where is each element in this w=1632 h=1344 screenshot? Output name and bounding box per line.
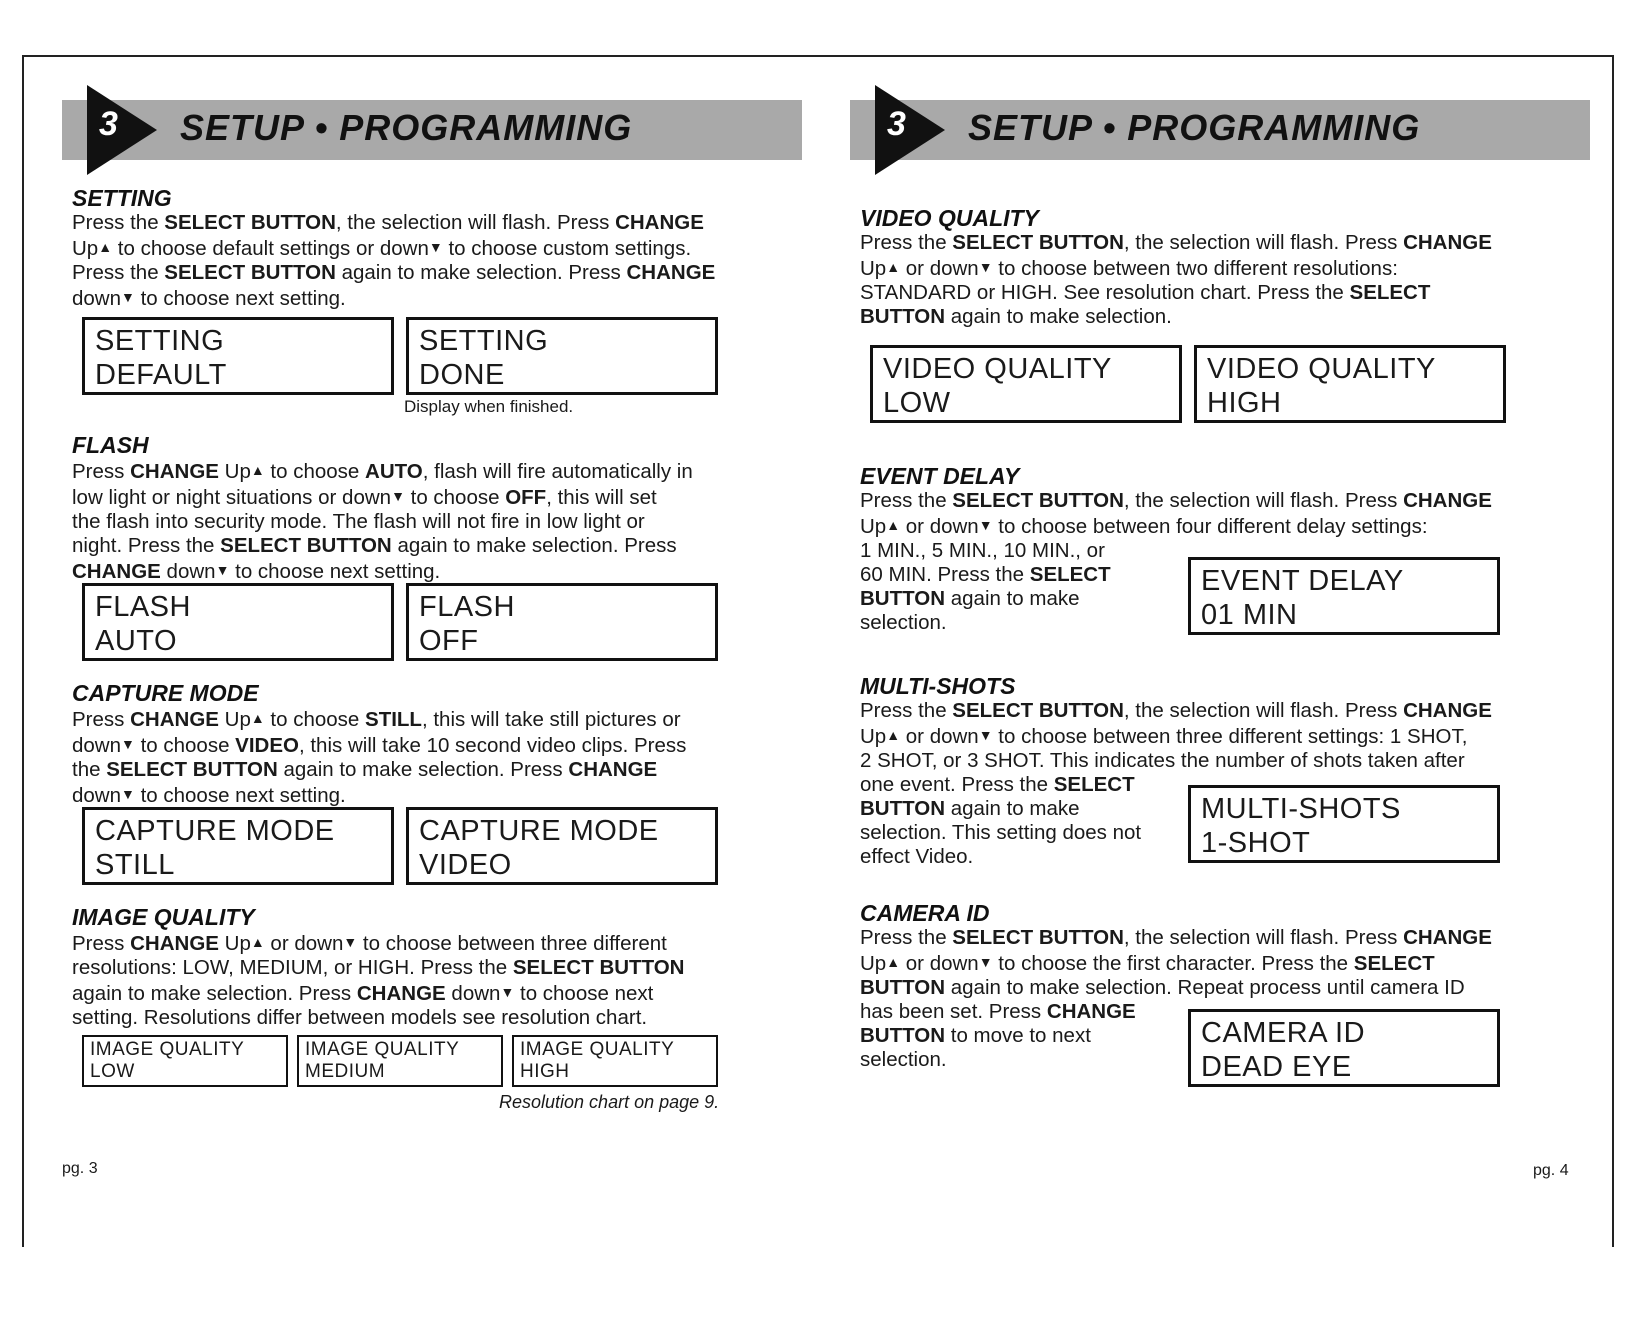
- paragraph-line: STANDARD or HIGH. See resolution chart. Press the SELECT: [860, 281, 1431, 304]
- lcd-display-camera-id: CAMERA ID DEAD EYE: [1188, 1009, 1500, 1087]
- lcd-display-setting-done: SETTING DONE: [406, 317, 718, 395]
- paragraph-line: selection. This setting does not: [860, 821, 1142, 844]
- paragraph-line: BUTTON to move to next: [860, 1024, 1091, 1047]
- page-3: [62, 85, 802, 1177]
- paragraph-line: Up▲ to choose default settings or down▼ to choose custom settings.: [72, 237, 692, 260]
- paragraph-line: Up▲ or down▼ to choose the first character. Press the SELECT: [860, 952, 1435, 975]
- arrow-icon: [87, 85, 157, 175]
- up-triangle-icon: ▲: [250, 934, 265, 950]
- lcd-display-video-low: VIDEO QUALITY LOW: [870, 345, 1182, 423]
- paragraph-line: Press the SELECT BUTTON, the selection will flash. Press CHANGE: [860, 699, 1492, 722]
- paragraph-line: 60 MIN. Press the SELECT: [860, 563, 1111, 586]
- setting-section: [72, 185, 792, 311]
- paragraph-line: night. Press the SELECT BUTTON again to make selection. Press: [72, 534, 677, 557]
- up-triangle-icon: ▲: [886, 259, 901, 275]
- paragraph-line: down▼ to choose next setting.: [72, 784, 346, 807]
- section-header: [62, 85, 802, 185]
- paragraph-line: BUTTON again to make: [860, 797, 1080, 820]
- down-triangle-icon: ▼: [978, 517, 993, 533]
- up-triangle-icon: ▲: [886, 727, 901, 743]
- chapter-title: SETUP • PROGRAMMING: [968, 107, 1421, 148]
- paragraph-line: Press CHANGE Up▲ or down▼ to choose between three different: [72, 932, 667, 955]
- paragraph-line: Up▲ or down▼ to choose between two different resolutions:: [860, 257, 1398, 280]
- paragraph-line: 2 SHOT, or 3 SHOT. This indicates the number of shots taken after: [860, 749, 1465, 772]
- flash-section: [72, 432, 792, 584]
- chapter-number: 3: [99, 105, 118, 143]
- lcd-display-capture-still: CAPTURE MODE STILL: [82, 807, 394, 885]
- page-border-right: [1612, 55, 1614, 1247]
- down-triangle-icon: ▼: [121, 736, 135, 752]
- paragraph-line: 1 MIN., 5 MIN., 10 MIN., or: [860, 539, 1105, 562]
- section-title: CAMERA ID: [860, 900, 990, 926]
- caption-resolution-chart: Resolution chart on page 9.: [499, 1092, 720, 1112]
- image-quality-section: [72, 904, 792, 1030]
- chapter-title: SETUP • PROGRAMMING: [180, 107, 633, 148]
- chapter-number: 3: [887, 105, 906, 143]
- up-triangle-icon: ▲: [886, 517, 901, 533]
- lcd-display-setting-default: SETTING DEFAULT: [82, 317, 394, 395]
- paragraph-line: down▼ to choose VIDEO, this will take 10 second video clips. Press: [72, 734, 687, 757]
- arrow-icon: [875, 85, 945, 175]
- lcd-display-flash-off: FLASH OFF: [406, 583, 718, 661]
- paragraph-line: the SELECT BUTTON again to make selection. Press CHANGE: [72, 758, 658, 781]
- section-header: [850, 85, 1590, 185]
- down-triangle-icon: ▼: [428, 239, 443, 255]
- down-triangle-icon: ▼: [343, 934, 358, 950]
- paragraph-line: BUTTON again to make selection. Repeat process until camera ID: [860, 976, 1465, 999]
- paragraph-line: Press the SELECT BUTTON, the selection will flash. Press CHANGE: [860, 489, 1492, 512]
- up-triangle-icon: ▲: [250, 710, 265, 726]
- lcd-display-image-medium: IMAGE QUALITY MEDIUM: [297, 1035, 503, 1087]
- paragraph-line: Press the SELECT BUTTON, the selection will flash. Press CHANGE: [72, 211, 704, 234]
- capture-mode-section: [72, 680, 792, 808]
- paragraph-line: has been set. Press CHANGE: [860, 1000, 1136, 1023]
- down-triangle-icon: ▼: [121, 289, 135, 305]
- paragraph-line: CHANGE down▼ to choose next setting.: [72, 560, 441, 583]
- lcd-display-image-low: IMAGE QUALITY LOW: [82, 1035, 288, 1087]
- page-border-left: [22, 55, 24, 1247]
- lcd-display-multi-shots: MULTI-SHOTS 1-SHOT: [1188, 785, 1500, 863]
- section-title: VIDEO QUALITY: [860, 205, 1039, 231]
- paragraph-line: low light or night situations or down▼ to choose OFF, this will set: [72, 486, 657, 509]
- paragraph-line: setting. Resolutions differ between models see resolution chart.: [72, 1006, 648, 1029]
- down-triangle-icon: ▼: [978, 954, 993, 970]
- up-triangle-icon: ▲: [886, 954, 901, 970]
- section-title: IMAGE QUALITY: [72, 904, 255, 930]
- paragraph-line: one event. Press the SELECT: [860, 773, 1135, 796]
- lcd-display-video-high: VIDEO QUALITY HIGH: [1194, 345, 1506, 423]
- lcd-display-image-high: IMAGE QUALITY HIGH: [512, 1035, 718, 1087]
- section-title: MULTI-SHOTS: [860, 673, 1016, 699]
- paragraph-line: Up▲ or down▼ to choose between four different delay settings:: [860, 515, 1428, 538]
- lcd-display-capture-video: CAPTURE MODE VIDEO: [406, 807, 718, 885]
- page-4: [850, 85, 1590, 1179]
- lcd-display-event-delay: EVENT DELAY 01 MIN: [1188, 557, 1500, 635]
- page-number: pg. 3: [62, 1160, 98, 1177]
- section-title: SETTING: [72, 185, 172, 211]
- caption-display-finished: Display when finished.: [404, 397, 574, 416]
- down-triangle-icon: ▼: [121, 786, 135, 802]
- paragraph-line: Up▲ or down▼ to choose between three different settings: 1 SHOT,: [860, 725, 1468, 748]
- section-title: CAPTURE MODE: [72, 680, 259, 706]
- up-triangle-icon: ▲: [98, 239, 113, 255]
- paragraph-line: again to make selection. Press CHANGE down▼ to choose next: [72, 982, 654, 1005]
- lcd-display-flash-auto: FLASH AUTO: [82, 583, 394, 661]
- paragraph-line: down▼ to choose next setting.: [72, 287, 346, 310]
- paragraph-line: Press the SELECT BUTTON, the selection will flash. Press CHANGE: [860, 926, 1492, 949]
- paragraph-line: BUTTON again to make selection.: [860, 305, 1172, 328]
- down-triangle-icon: ▼: [978, 727, 993, 743]
- down-triangle-icon: ▼: [391, 488, 405, 504]
- section-title: EVENT DELAY: [860, 463, 1020, 489]
- section-title: FLASH: [72, 432, 149, 458]
- paragraph-line: selection.: [860, 611, 947, 634]
- page-number: pg. 4: [1533, 1162, 1569, 1179]
- down-triangle-icon: ▼: [978, 259, 993, 275]
- paragraph-line: Press CHANGE Up▲ to choose AUTO, flash will fire automatically in: [72, 460, 693, 483]
- page-border-top: [22, 55, 1614, 57]
- paragraph-line: selection.: [860, 1048, 947, 1071]
- down-triangle-icon: ▼: [500, 984, 515, 1000]
- paragraph-line: Press the SELECT BUTTON, the selection will flash. Press CHANGE: [860, 231, 1492, 254]
- paragraph-line: resolutions: LOW, MEDIUM, or HIGH. Press the SELECT BUTTON: [72, 956, 685, 979]
- paragraph-line: effect Video.: [860, 845, 974, 868]
- paragraph-line: the flash into security mode. The flash will not fire in low light or: [72, 510, 645, 533]
- video-quality-section: [860, 205, 1580, 329]
- paragraph-line: BUTTON again to make: [860, 587, 1080, 610]
- paragraph-line: Press CHANGE Up▲ to choose STILL, this will take still pictures or: [72, 708, 681, 731]
- up-triangle-icon: ▲: [250, 462, 265, 478]
- down-triangle-icon: ▼: [215, 562, 230, 578]
- paragraph-line: Press the SELECT BUTTON again to make selection. Press CHANGE: [72, 261, 716, 284]
